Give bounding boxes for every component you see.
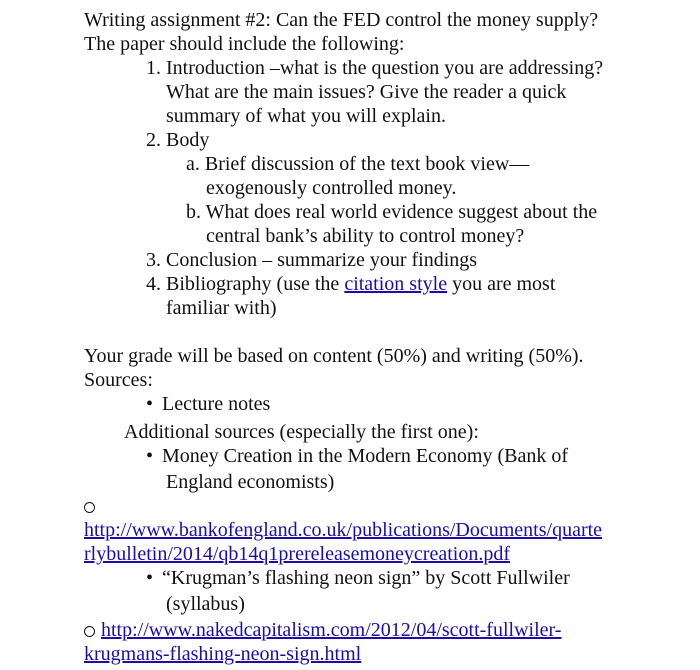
bullet-icon: • bbox=[146, 393, 154, 415]
krugman-text: “Krugman’s flashing neon sign” by Scott Fullwiler bbox=[162, 567, 570, 589]
bank-of-england-url-line-2[interactable]: rlybulletin/2014/qb14q1prereleasemoneycreation.pdf bbox=[84, 543, 510, 565]
bibliography-suffix: you are most bbox=[447, 273, 556, 295]
sub-bullet-2 bbox=[84, 618, 561, 642]
lecture-notes-text: Lecture notes bbox=[162, 393, 271, 415]
outline-subitem-b-cont: central bank’s ability to control money? bbox=[206, 225, 525, 247]
bank-of-england-url-line-1[interactable]: http://www.bankofengland.co.uk/publications/Documents/quarte bbox=[84, 519, 603, 541]
source-money-creation bbox=[146, 444, 568, 468]
outline-subitem-a: a. Brief discussion of the text book view— bbox=[186, 153, 530, 175]
intro-text: The paper should include the following: bbox=[84, 33, 405, 55]
money-creation-text: Money Creation in the Modern Economy (Bank of bbox=[162, 445, 569, 467]
outline-item-introduction-cont-2: summary of what you will explain. bbox=[166, 105, 446, 127]
sources-label: Sources: bbox=[84, 369, 153, 391]
outline-item-conclusion: 3. Conclusion – summarize your findings bbox=[146, 249, 478, 271]
sub-bullet-1 bbox=[84, 494, 101, 518]
outline-item-body: 2. Body bbox=[146, 129, 210, 151]
outline-subitem-b: b. What does real world evidence suggest about the bbox=[186, 201, 598, 223]
outline-item-introduction: 1. Introduction –what is the question you are addressing? bbox=[146, 57, 604, 79]
source-money-creation-cont: England economists) bbox=[166, 471, 335, 493]
outline-item-introduction-cont-1: What are the main issues? Give the reader a quick bbox=[166, 81, 567, 103]
bibliography-prefix: 4. Bibliography (use the bbox=[146, 273, 345, 295]
source-krugman bbox=[146, 566, 570, 590]
bullet-icon: • bbox=[146, 445, 154, 467]
bullet-icon: • bbox=[146, 567, 154, 589]
outline-item-bibliography-cont: familiar with) bbox=[166, 297, 277, 319]
outline-item-bibliography bbox=[146, 272, 555, 296]
citation-style-link[interactable]: citation style bbox=[344, 273, 448, 295]
outline-subitem-a-cont: exogenously controlled money. bbox=[206, 177, 457, 199]
additional-sources-label: Additional sources (especially the first one): bbox=[124, 421, 479, 443]
assignment-title: Writing assignment #2: Can the FED control the money supply? bbox=[84, 9, 599, 31]
circle-bullet-icon bbox=[84, 502, 95, 513]
naked-capitalism-url-line-2[interactable]: krugmans-flashing-neon-sign.html bbox=[84, 643, 362, 665]
grade-text: Your grade will be based on content (50%) and writing (50%). bbox=[84, 345, 584, 367]
source-lecture-notes bbox=[146, 392, 270, 416]
circle-bullet-icon bbox=[84, 626, 95, 637]
naked-capitalism-url-line-1[interactable]: http://www.nakedcapitalism.com/2012/04/scott-fullwiler- bbox=[101, 619, 562, 641]
source-krugman-cont: (syllabus) bbox=[166, 593, 245, 615]
